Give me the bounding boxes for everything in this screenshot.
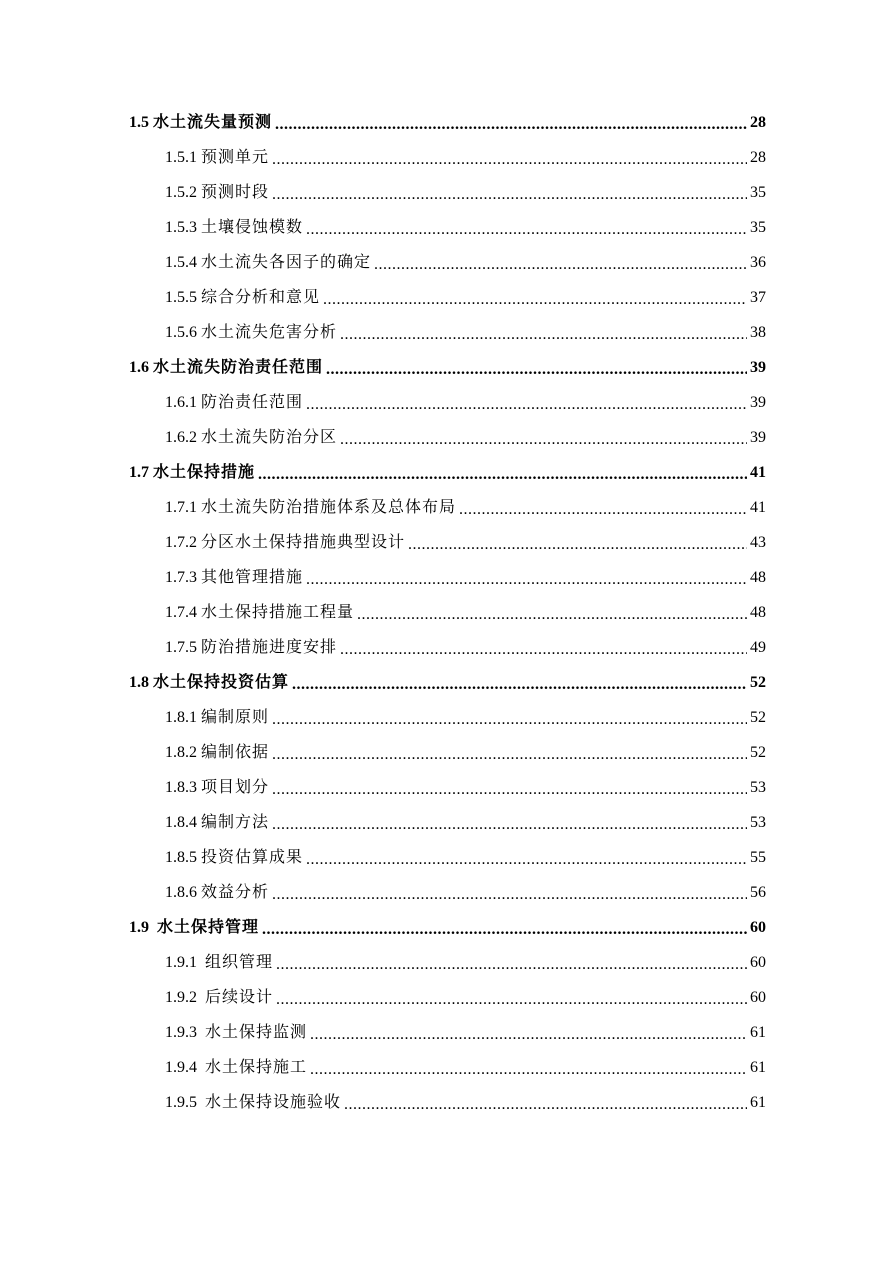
toc-entry-number: 1.8.4 <box>165 813 201 831</box>
toc-subsection-entry[interactable] <box>0 490 892 525</box>
toc-entry-page-number: 28 <box>750 113 766 131</box>
toc-entry-page-number: 37 <box>750 288 766 306</box>
toc-subsection-entry[interactable] <box>0 525 892 560</box>
toc-entry-number: 1.9.5 <box>165 1093 205 1111</box>
toc-subsection-entry[interactable] <box>0 630 892 665</box>
dot-leader <box>357 605 747 625</box>
dot-leader <box>272 185 747 205</box>
toc-entry-title: 水土保持监测 <box>205 1023 308 1041</box>
dot-leader <box>306 570 747 590</box>
dot-leader <box>276 990 747 1010</box>
toc-entry-title: 水土保持措施 <box>153 463 256 481</box>
toc-subsection-entry[interactable] <box>0 945 892 980</box>
toc-subsection-entry[interactable] <box>0 840 892 875</box>
toc-entry-page-number: 53 <box>750 778 766 796</box>
toc-entry-title: 水土保持投资估算 <box>153 673 290 691</box>
toc-entry-number: 1.9.2 <box>165 988 205 1006</box>
dot-leader <box>459 500 747 520</box>
toc-entry-title: 水土流失各因子的确定 <box>201 253 372 271</box>
toc-entry-number: 1.8 <box>129 673 153 691</box>
toc-entry-title: 效益分析 <box>201 883 270 901</box>
toc-subsection-entry[interactable] <box>0 420 892 455</box>
toc-entry-number: 1.6 <box>129 358 153 376</box>
toc-entry-page-number: 43 <box>750 533 766 551</box>
toc-subsection-entry[interactable] <box>0 140 892 175</box>
toc-subsection-entry[interactable] <box>0 980 892 1015</box>
toc-subsection-entry[interactable] <box>0 280 892 315</box>
toc-entry-number: 1.8.6 <box>165 883 201 901</box>
toc-entry-number: 1.9 <box>129 918 157 936</box>
toc-entry-number: 1.5.6 <box>165 323 201 341</box>
dot-leader <box>310 1025 747 1045</box>
toc-entry-page-number: 48 <box>750 603 766 621</box>
toc-subsection-entry[interactable] <box>0 1015 892 1050</box>
toc-entry-page-number: 39 <box>750 428 766 446</box>
toc-entry-page-number: 36 <box>750 253 766 271</box>
dot-leader <box>272 780 747 800</box>
toc-subsection-entry[interactable] <box>0 735 892 770</box>
toc-section-entry[interactable] <box>0 350 892 385</box>
toc-entry-number: 1.5.2 <box>165 183 201 201</box>
toc-subsection-entry[interactable] <box>0 875 892 910</box>
toc-entry-number: 1.6.1 <box>165 393 201 411</box>
dot-leader <box>272 745 747 765</box>
toc-subsection-entry[interactable] <box>0 1050 892 1085</box>
toc-subsection-entry[interactable] <box>0 560 892 595</box>
dot-leader <box>408 535 747 555</box>
toc-entry-page-number: 28 <box>750 148 766 166</box>
toc-entry-page-number: 60 <box>750 918 766 936</box>
toc-subsection-entry[interactable] <box>0 245 892 280</box>
toc-entry-page-number: 61 <box>750 1058 766 1076</box>
dot-leader <box>275 115 747 135</box>
toc-subsection-entry[interactable] <box>0 210 892 245</box>
toc-entry-title: 土壤侵蚀模数 <box>201 218 304 236</box>
toc-entry-title: 防治责任范围 <box>201 393 304 411</box>
toc-entry-title: 预测单元 <box>201 148 270 166</box>
toc-entry-title: 水土流失防治责任范围 <box>153 358 324 376</box>
toc-entry-page-number: 49 <box>750 638 766 656</box>
toc-section-entry[interactable] <box>0 665 892 700</box>
dot-leader <box>323 290 747 310</box>
dot-leader <box>272 710 747 730</box>
toc-entry-number: 1.9.4 <box>165 1058 205 1076</box>
toc-entry-page-number: 52 <box>750 708 766 726</box>
toc-entry-page-number: 38 <box>750 323 766 341</box>
toc-entry-title: 分区水土保持措施典型设计 <box>201 533 406 551</box>
toc-entry-number: 1.5 <box>129 113 153 131</box>
toc-entry-number: 1.5.3 <box>165 218 201 236</box>
dot-leader <box>340 325 747 345</box>
toc-entry-number: 1.8.3 <box>165 778 201 796</box>
toc-entry-page-number: 53 <box>750 813 766 831</box>
toc-entry-title: 预测时段 <box>201 183 270 201</box>
toc-entry-number: 1.7.4 <box>165 603 201 621</box>
toc-entry-title: 水土流失危害分析 <box>201 323 338 341</box>
toc-entry-number: 1.8.5 <box>165 848 201 866</box>
toc-entry-page-number: 39 <box>750 358 766 376</box>
toc-entry-page-number: 35 <box>750 183 766 201</box>
dot-leader <box>272 150 747 170</box>
toc-entry-title: 后续设计 <box>205 988 274 1006</box>
toc-entry-number: 1.7.5 <box>165 638 201 656</box>
toc-subsection-entry[interactable] <box>0 385 892 420</box>
dot-leader <box>310 1060 747 1080</box>
dot-leader <box>306 850 747 870</box>
toc-entry-number: 1.7 <box>129 463 153 481</box>
toc-entry-title: 编制原则 <box>201 708 270 726</box>
dot-leader <box>272 815 747 835</box>
toc-entry-title: 组织管理 <box>205 953 274 971</box>
table-of-contents <box>0 105 892 1120</box>
toc-entry-page-number: 61 <box>750 1093 766 1111</box>
dot-leader <box>340 430 747 450</box>
toc-entry-title: 编制方法 <box>201 813 270 831</box>
toc-entry-number: 1.7.2 <box>165 533 201 551</box>
dot-leader <box>344 1095 747 1115</box>
toc-entry-title: 水土保持措施工程量 <box>201 603 355 621</box>
toc-entry-title: 项目划分 <box>201 778 270 796</box>
dot-leader <box>306 395 747 415</box>
toc-entry-page-number: 61 <box>750 1023 766 1041</box>
toc-entry-page-number: 52 <box>750 743 766 761</box>
toc-entry-number: 1.5.5 <box>165 288 201 306</box>
dot-leader <box>276 955 747 975</box>
toc-entry-number: 1.5.1 <box>165 148 201 166</box>
dot-leader <box>326 360 747 380</box>
toc-subsection-entry[interactable] <box>0 1085 892 1120</box>
toc-entry-page-number: 60 <box>750 988 766 1006</box>
toc-section-entry[interactable] <box>0 105 892 140</box>
toc-entry-page-number: 55 <box>750 848 766 866</box>
toc-entry-number: 1.7.3 <box>165 568 201 586</box>
toc-entry-title: 防治措施进度安排 <box>201 638 338 656</box>
toc-entry-number: 1.9.3 <box>165 1023 205 1041</box>
dot-leader <box>272 885 747 905</box>
toc-entry-number: 1.7.1 <box>165 498 201 516</box>
toc-entry-page-number: 35 <box>750 218 766 236</box>
toc-entry-page-number: 60 <box>750 953 766 971</box>
toc-entry-title: 水土流失防治措施体系及总体布局 <box>201 498 457 516</box>
toc-section-entry[interactable] <box>0 910 892 945</box>
dot-leader <box>262 920 747 940</box>
toc-entry-number: 1.5.4 <box>165 253 201 271</box>
toc-entry-title: 水土流失量预测 <box>153 113 273 131</box>
toc-subsection-entry[interactable] <box>0 770 892 805</box>
dot-leader <box>374 255 747 275</box>
toc-entry-number: 1.6.2 <box>165 428 201 446</box>
toc-entry-title: 水土保持施工 <box>205 1058 308 1076</box>
toc-entry-title: 水土流失防治分区 <box>201 428 338 446</box>
toc-entry-title: 投资估算成果 <box>201 848 304 866</box>
toc-subsection-entry[interactable] <box>0 595 892 630</box>
toc-entry-title: 其他管理措施 <box>201 568 304 586</box>
toc-subsection-entry[interactable] <box>0 700 892 735</box>
toc-entry-number: 1.9.1 <box>165 953 205 971</box>
toc-entry-title: 编制依据 <box>201 743 270 761</box>
toc-entry-number: 1.8.2 <box>165 743 201 761</box>
toc-entry-page-number: 52 <box>750 673 766 691</box>
toc-entry-title: 水土保持设施验收 <box>205 1093 342 1111</box>
toc-entry-page-number: 48 <box>750 568 766 586</box>
toc-subsection-entry[interactable] <box>0 805 892 840</box>
toc-entry-number: 1.8.1 <box>165 708 201 726</box>
toc-entry-title: 综合分析和意见 <box>201 288 321 306</box>
toc-section-entry[interactable] <box>0 455 892 490</box>
toc-entry-page-number: 56 <box>750 883 766 901</box>
toc-entry-page-number: 41 <box>750 463 766 481</box>
dot-leader <box>306 220 747 240</box>
toc-entry-page-number: 39 <box>750 393 766 411</box>
toc-entry-title: 水土保持管理 <box>157 918 260 936</box>
dot-leader <box>340 640 747 660</box>
toc-subsection-entry[interactable] <box>0 315 892 350</box>
dot-leader <box>258 465 747 485</box>
toc-subsection-entry[interactable] <box>0 175 892 210</box>
dot-leader <box>292 675 747 695</box>
toc-entry-page-number: 41 <box>750 498 766 516</box>
